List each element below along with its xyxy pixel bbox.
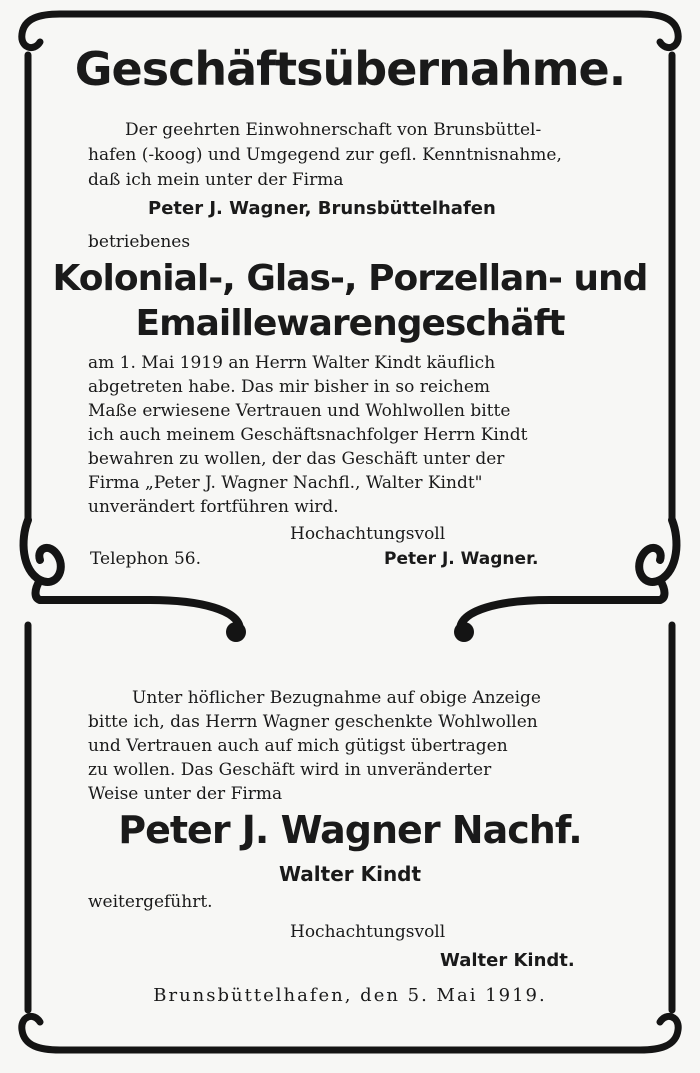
- headline: Geschäftsübernahme.: [74, 42, 626, 96]
- body-line-5: bewahren zu wollen, der das Geschäft unter der: [88, 449, 505, 469]
- new-firm-name: Peter J. Wagner Nachf.: [118, 808, 582, 852]
- lower-closing-phrase: Hochachtungsvoll: [290, 922, 446, 942]
- shop-type-line-2: Emaillewarengeschäft: [135, 303, 565, 344]
- body-line-4: ich auch meinem Geschäftsnachfolger Herrn Kindt: [88, 425, 528, 445]
- body-line-7: unverändert fortführen wird.: [88, 497, 339, 517]
- lower-body-line-4: zu wollen. Das Geschäft wird in unveränderter: [88, 760, 492, 780]
- lower-body-line-2: bitte ich, das Herrn Wagner geschenkte Wohlwollen: [88, 712, 538, 732]
- body-line-3: Maße erwiesene Vertrauen und Wohlwollen bitte: [88, 401, 511, 421]
- intro-line-2: hafen (-koog) und Umgegend zur gefl. Kenntnisnahme,: [88, 145, 562, 165]
- place-date: Brunsbüttelhafen, den 5. Mai 1919.: [153, 985, 547, 1006]
- lower-body-line-1: Unter höflicher Bezugnahme auf obige Anzeige: [132, 688, 541, 708]
- intro-line-1: Der geehrten Einwohnerschaft von Brunsbüttel-: [125, 120, 542, 140]
- new-owner: Walter Kindt: [278, 862, 422, 886]
- firm-name-line: Peter J. Wagner, Brunsbüttelhafen: [148, 198, 496, 219]
- signature-kindt: Walter Kindt.: [440, 950, 575, 971]
- body-line-6: Firma „Peter J. Wagner Nachfl., Walter Kindt": [88, 473, 483, 493]
- body-line-1: am 1. Mai 1919 an Herrn Walter Kindt käuflich: [88, 353, 496, 373]
- telephone: Telephon 56.: [90, 549, 202, 569]
- lower-body-line-3: und Vertrauen auch auf mich gütigst übertragen: [88, 736, 508, 756]
- signature-wagner: Peter J. Wagner.: [384, 549, 539, 569]
- shop-type-line-1: Kolonial-, Glas-, Porzellan- und: [52, 258, 648, 299]
- body-line-2: abgetreten habe. Das mir bisher in so reichem: [88, 377, 491, 397]
- lower-body-line-5: Weise unter der Firma: [88, 784, 283, 804]
- operated-word: betriebenes: [88, 232, 191, 252]
- closing-phrase: Hochachtungsvoll: [290, 524, 446, 544]
- intro-line-3: daß ich mein unter der Firma: [88, 170, 344, 190]
- continued-word: weitergeführt.: [88, 892, 213, 912]
